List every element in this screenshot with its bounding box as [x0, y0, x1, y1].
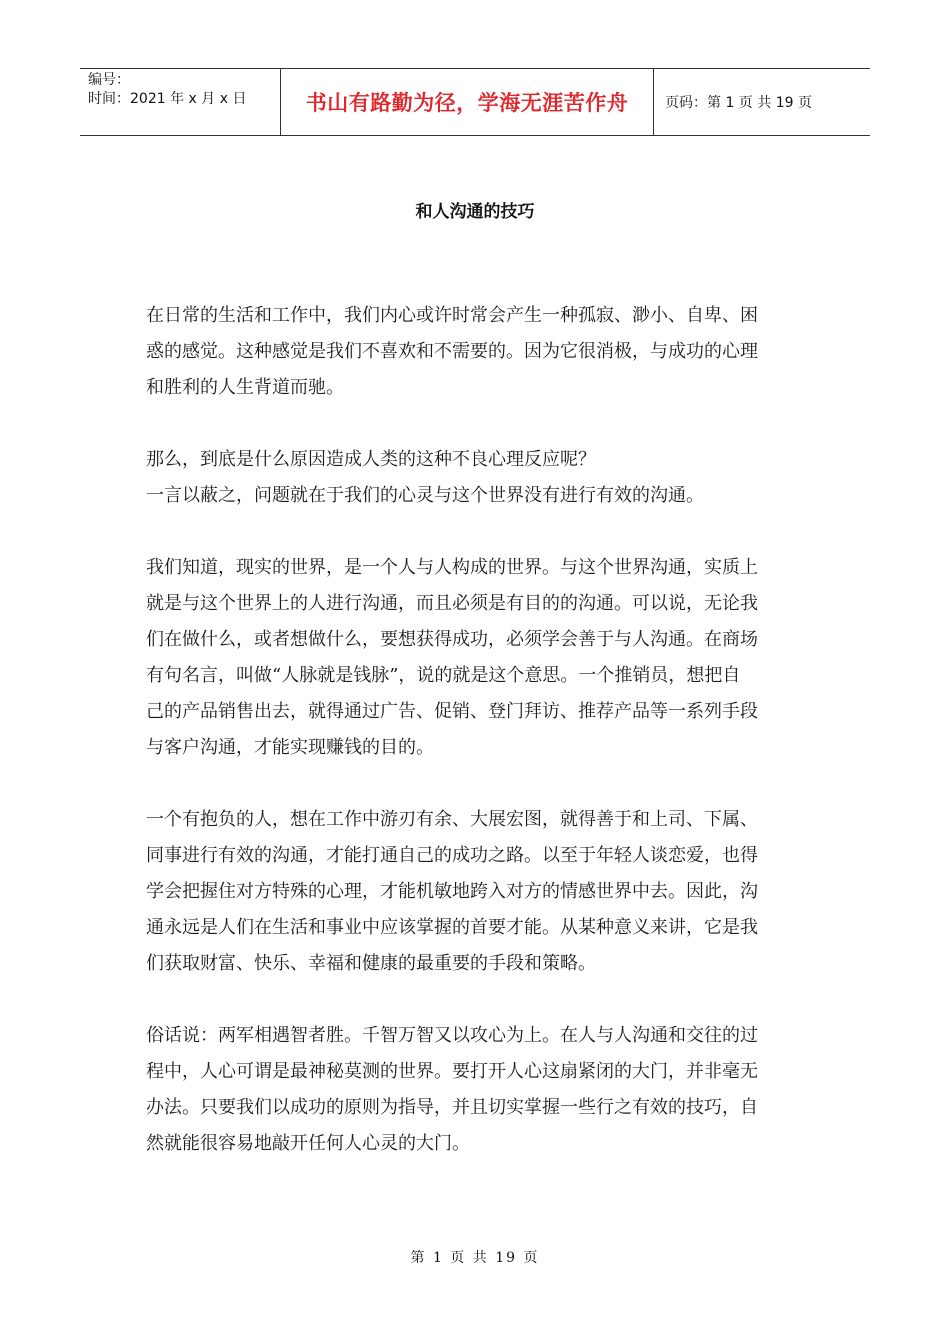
header-divider-right	[653, 69, 654, 135]
paragraph	[146, 442, 808, 514]
paragraph-line: 们获取财富、快乐、幸福和健康的最重要的手段和策略。	[146, 953, 596, 974]
paragraph	[146, 802, 808, 982]
paragraph-line: 我们知道，现实的世界，是一个人与人构成的世界。与这个世界沟通，实质上	[146, 557, 758, 578]
page-header	[80, 68, 870, 136]
document-body	[146, 298, 808, 1198]
paragraph-line: 和胜利的人生背道而驰。	[146, 377, 344, 398]
paragraph-line: 程中，人心可谓是最神秘莫测的世界。要打开人心这扇紧闭的大门，并非毫无	[146, 1061, 758, 1082]
paragraph-line: 在日常的生活和工作中，我们内心或许时常会产生一种孤寂、渺小、自卑、困	[146, 305, 758, 326]
serial-number-label: 编号：	[88, 72, 130, 88]
paragraph	[146, 1018, 808, 1162]
document-title: 和人沟通的技巧	[415, 202, 535, 222]
paragraph-line: 们在做什么，或者想做什么，要想获得成功，必须学会善于与人沟通。在商场	[146, 629, 758, 650]
paragraph-line: 通永远是人们在生活和事业中应该掌握的首要才能。从某种意义来讲，它是我	[146, 917, 758, 938]
paragraph-line: 己的产品销售出去，就得通过广告、促销、登门拜访、推荐产品等一系列手段	[146, 701, 758, 722]
paragraph-line: 办法。只要我们以成功的原则为指导，并且切实掌握一些行之有效的技巧，自	[146, 1097, 758, 1118]
paragraph-line: 俗话说：两军相遇智者胜。千智万智又以攻心为上。在人与人沟通和交往的过	[146, 1025, 758, 1046]
paragraph-line: 就是与这个世界上的人进行沟通，而且必须是有目的的沟通。可以说，无论我	[146, 593, 758, 614]
paragraph-line: 那么，到底是什么原因造成人类的这种不良心理反应呢？	[146, 449, 596, 470]
header-meta	[88, 71, 246, 109]
paragraph-line: 有句名言，叫做“人脉就是钱脉”，说的就是这个意思。一个推销员，想把自	[146, 665, 741, 686]
paragraph-line: 然就能很容易地敲开任何人心灵的大门。	[146, 1133, 470, 1154]
header-motto: 书山有路勤为径，学海无涯苦作舟	[305, 91, 629, 115]
date-label: 时间：2021 年 x 月 x 日	[88, 91, 247, 107]
paragraph-line: 同事进行有效的沟通，才能打通自己的成功之路。以至于年轻人谈恋爱，也得	[146, 845, 758, 866]
paragraph-line: 与客户沟通，才能实现赚钱的目的。	[146, 737, 434, 758]
paragraph-line: 惑的感觉。这种感觉是我们不喜欢和不需要的。因为它很消极，与成功的心理	[146, 341, 758, 362]
header-page-code: 页码：第 1 页 共 19 页	[665, 95, 812, 111]
paragraph	[146, 298, 808, 406]
page-footer: 第 1 页 共 19 页	[410, 1250, 540, 1266]
paragraph-line: 学会把握住对方特殊的心理，才能机敏地跨入对方的情感世界中去。因此，沟	[146, 881, 758, 902]
paragraph-line: 一言以蔽之，问题就在于我们的心灵与这个世界没有进行有效的沟通。	[146, 485, 704, 506]
paragraph	[146, 550, 808, 766]
paragraph-line: 一个有抱负的人，想在工作中游刃有余、大展宏图，就得善于和上司、下属、	[146, 809, 758, 830]
